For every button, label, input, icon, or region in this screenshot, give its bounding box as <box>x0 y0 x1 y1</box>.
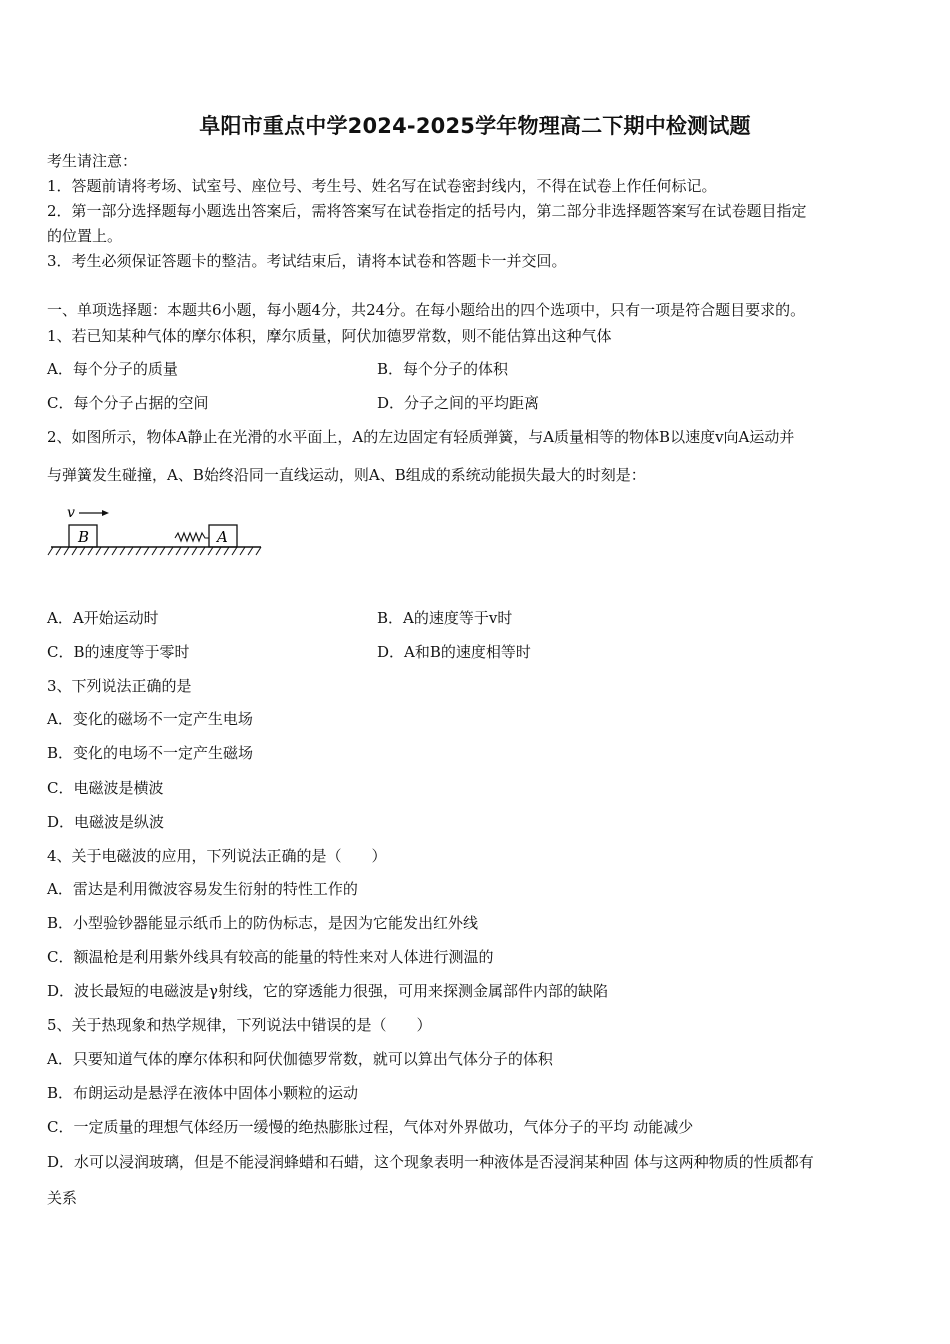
q1-option-a: A．每个分子的质量 <box>47 360 178 378</box>
q1-option-b: B．每个分子的体积 <box>377 360 509 378</box>
velocity-label: v <box>67 505 75 521</box>
q2-option-b: B．A的速度等于v时 <box>377 609 513 627</box>
q5-option-a: A．只要知道气体的摩尔体积和阿伏伽德罗常数，就可以算出气体分子的体积 <box>47 1050 553 1068</box>
q3-option-c: C．电磁波是横波 <box>47 779 164 797</box>
q3-option-d: D．电磁波是纵波 <box>47 813 165 831</box>
section-heading: 一、单项选择题：本题共6小题，每小题4分，共24分。在每小题给出的四个选项中，只有一项是符合题目要求的。 <box>47 301 806 319</box>
question-2-stem: 2、如图所示，物体A静止在光滑的水平面上，A的左边固定有轻质弹簧，与A质量相等的物体B以速度v向A运动并 <box>47 428 795 446</box>
collision-diagram <box>47 500 267 570</box>
q5-option-d: D．水可以浸润玻璃，但是不能浸润蜂蜡和石蜡，这个现象表明一种液体是否浸润某种固 体与这两种物质的性质都有 <box>47 1153 814 1171</box>
question-5-stem: 5、关于热现象和热学规律，下列说法中错误的是（ ） <box>47 1016 432 1034</box>
q4-option-c: C．额温枪是利用紫外线具有较高的能量的特性来对人体进行测温的 <box>47 948 494 966</box>
notice-heading: 考生请注意： <box>47 152 138 170</box>
q3-option-b: B．变化的电场不一定产生磁场 <box>47 744 254 762</box>
question-4-stem: 4、关于电磁波的应用，下列说法正确的是（ ） <box>47 847 387 865</box>
q4-option-a: A．雷达是利用微波容易发生衍射的特性工作的 <box>47 880 358 898</box>
q3-option-a: A．变化的磁场不一定产生电场 <box>47 710 253 728</box>
question-3-stem: 3、下列说法正确的是 <box>47 677 192 695</box>
notice-item-2: 2．第一部分选择题每小题选出答案后，需将答案写在试卷指定的括号内，第二部分非选择题答案写在试卷题目指定 <box>47 202 807 220</box>
notice-item-2-cont: 的位置上。 <box>47 227 123 245</box>
q2-option-d: D．A和B的速度相等时 <box>377 643 531 661</box>
block-b-label: B <box>78 528 90 546</box>
block-a-label: A <box>217 528 228 546</box>
question-1-stem: 1、若已知某种气体的摩尔体积，摩尔质量，阿伏加德罗常数，则不能估算出这种气体 <box>47 327 612 345</box>
q5-option-d-cont: 关系 <box>47 1189 78 1207</box>
q4-option-b: B．小型验钞器能显示纸币上的防伪标志，是因为它能发出红外线 <box>47 914 479 932</box>
question-2-stem-cont: 与弹簧发生碰撞，A、B始终沿同一直线运动，则A、B组成的系统动能损失最大的时刻是： <box>47 466 646 484</box>
page-title: 阜阳市重点中学2024-2025学年物理高二下期中检测试题 <box>199 114 751 138</box>
spring-icon <box>175 533 209 541</box>
q1-option-d: D．分子之间的平均距离 <box>377 394 540 412</box>
ground-hatching <box>48 547 261 555</box>
q1-option-c: C．每个分子占据的空间 <box>47 394 209 412</box>
notice-item-3: 3．考生必须保证答题卡的整洁。考试结束后，请将本试卷和答题卡一并交回。 <box>47 252 567 270</box>
q5-option-c: C．一定质量的理想气体经历一缓慢的绝热膨胀过程，气体对外界做功，气体分子的平均 动能减少 <box>47 1118 694 1136</box>
notice-item-1: 1．答题前请将考场、试室号、座位号、考生号、姓名写在试卷密封线内，不得在试卷上作任何标记。 <box>47 177 717 195</box>
q2-option-a: A．A开始运动时 <box>47 609 159 627</box>
q5-option-b: B．布朗运动是悬浮在液体中固体小颗粒的运动 <box>47 1084 359 1102</box>
q4-option-d: D．波长最短的电磁波是γ射线，它的穿透能力很强，可用来探测金属部件内部的缺陷 <box>47 982 608 1000</box>
q2-option-c: C．B的速度等于零时 <box>47 643 190 661</box>
